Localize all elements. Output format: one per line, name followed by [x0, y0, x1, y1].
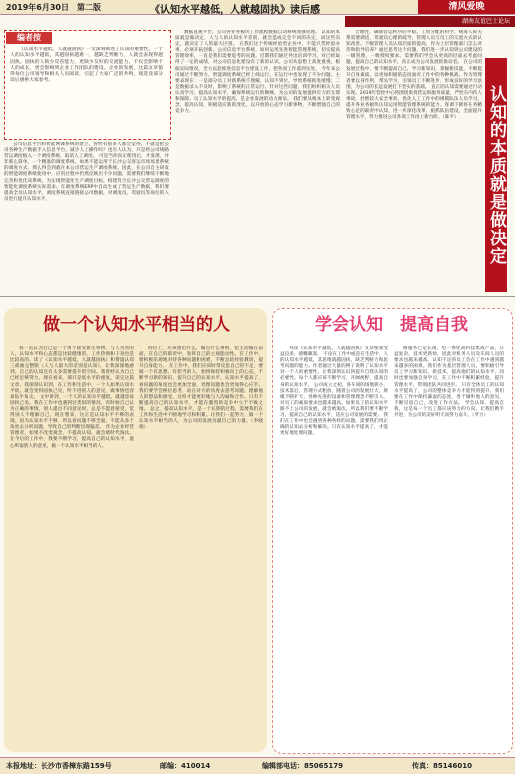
right-article-col1: 拜读《认知水平越低，人就越固执》文章使我受益良多，感慨颇深。 不论在工作中或是在生活中，人的认知水平越低，其思维就越固执，缺乏判断力和思考问题的能力。作者通过大量的例子说明了认知水平对一个人的重要性，让我深刻认识到提升自我认知的必要性。每个人都应该不断学习，开阔视野，提高自身的认知水平。 公司成立之初，各车间的场地狭小，技术落后，管理方式粗放，随着公司的发展壮大，规模不断扩大，各种先进的设备和管理理念不断引入，对员工的素质要求也越来越高。如果员工的认知水平跟不上公司的发展，就会被淘汰。所以我们要不断学习，提高自己的认知水平，适应公司发展的需要。 我们在工作中也会遇到各种各样的问题，需要我们用正确的认知去分析和解决。只有认知水平提高了，才能更好地处理问题。: [280, 346, 388, 437]
editor-note-tag: 编者按: [6, 32, 52, 44]
right-article-heading: 学会认知 提高自我: [315, 315, 468, 335]
brand-logo: 清风爱晚: [418, 0, 515, 14]
masthead: [0, 0, 515, 15]
vertical-headline: 认知的本质就是做决定: [485, 58, 507, 292]
right-article-col2: 修服务已是长项，电一体化高科技集成产品，日益复杂。技术更新快，因此对机务人员及车间人员的要求也越来越高。认知不足的员工会在工作中遇到越来越多的困难。我们作为基层管理人员，要积极引导员工学习新知识、新技术，提高他们的认知水平。同时也要加强自身学习，在工作中不断积累经验，提升管理水平，带领团队共同进步。 只有全体员工的认知水平提高了，公司的整体竞争力才能得到提升。我们要在工作中保持谦虚的态度，善于倾听他人的意见，不断反思自己，改进工作方法。 学会认知，提高自我，这是每一个员工都应该努力的方向。让我们携手共进，为公司的美好明天而努力奋斗。（罗力）: [394, 346, 504, 419]
page-title: 《认知水平越低，人就越固执》读后感: [150, 5, 320, 16]
footer-phone: 编辑部电话：85065179: [262, 762, 343, 770]
left-article-heading: 做一个认知水平相当的人: [43, 315, 230, 335]
footer-postcode: 邮编：410014: [160, 762, 211, 770]
footer-address: 本报地址：长沙市香樟东路159号: [6, 762, 112, 770]
article-column-2: 数据直观平台，公司各业务板块工作流程数据自动系统加强管理。 认知的本质就是做决定，人与人的认知水平差别，就会造成完全不同的决定，而这些决定，就决定了人的最大区别。 在我们这个传统经验型企业中，不能只凭经验办事，必须开拓创新。公司信息平台系统，如何运用先进智能管理系统，切实提高管理效率，一直是我们需要思考的问题。近期我们通过外出培训学习，对已经取得了一定的成绩，对公司信息化建设有了新的认识。公司从思想上高度重视，根据实际情况，全力以赴推进信息平台建设工作，把各项工作落到实处。 今年来公司通过不断努力，智能调度系统已经上线运行，在运行中也发现了不少问题，主要表现在：一是部分员工对新系统不理解，认知不到位，导致系统推进缓慢；二是数据录入不及时，影响了系统的正常运行。针对这些问题，我们组织相关人员认真学习，提高认知水平，确保系统运行的顺畅，为公司的发展提供有力的支撑和保障。员工认知水平的提高，是企业发展的动力源泉。 我们要从根本上转变观念，提高认知，积极适应新的变化，以开放的心态学习新事物，不断增强自己的竞争力。: [175, 30, 340, 115]
issue-date: 2019年6月30日 第二版: [6, 3, 101, 12]
footer-fax: 传真：85146010: [412, 762, 472, 770]
section-divider: [0, 296, 515, 297]
intro-column: 公司信息平台和智能网课系统的建立，曾经有很多人都会觉得，不就是把公司各种生产数据手入信息平台，减少人工操作吗？也有人认为，只是将公司线路营运调度植入一个调度系统，取消人工调度。 可是当你真正使用后，才发现，并非那么简单，一个精准的调度系统，如果不能运用于长沙公交客运市场场景系统的调度方式，那么得会到就在本公司营运生产调度系统。因此，在公司自主研发的智能调度系统使用中，应用过程中仍然反映出不少问题，需要我们继续不断地完善和优化该系统，为实现智能化生产调度目标，构建符合长沙公交营运调度的智能化调度系统实际需求。在调度系统ERP中自动生成了营运生产数据，我们要提高全员认知水平，调度系统直接链接公司数据，对调度员、驾驶员等岗位的人员进行提升认知水平。: [4, 142, 169, 202]
forum-label: 湖南友谊巴士论坛: [345, 16, 515, 27]
article-column-3: 合理性，确保营运秩序的平稳。工资分配的科学、统筹人际关系需要调适，驾驶员心理的疏导，管理人员与员工的交流方式的认知改善。下级管理人员认知层面的提高，作为上层管理部门怎么对待和指导培养？通过思考这个问题，我们进一步认知到公司建设的一级管理，一级授权要求。需要我们学会从更高的层面去考虑问题，提高自己的认知水平，真正成为公司发展的推动者。 在公司的发展过程中，要不断提高自己，学习新知识，掌握新技能，不断提升自身素质，以更加积极的态度面对工作中的各种挑战。作为管理者要以身作则，带头学习，引领员工不断进步，形成良好的学习氛围，为公司的长远发展打下坚实的基础。 直正的认知需要通过行动实现。2019年营控中心将围绕奥真营运和服务质量，严控车内伤人事故，杜绝较大安全事故，优化人工工作中的规模队伍人员学习，提升各业务板块认知运用智能管理系统的能力。客调下降将在务精致心足的职责中认知，进一步深化改革，狠抓队伍建设，全面提升管理水平，努力推进公司各项工作再上新台阶。（陈平）: [346, 30, 482, 121]
footer-bar: [0, 757, 515, 774]
left-article-col2: 同位上，应该想出什么，做点什么事情，把主动做在前面，在自己的职责中，发挥自己的主观能动性。在工作中，要积极乐观地对待各种问题和困难，不断总结经验教训，提升自身能力。 在工作中，我们应该时常反思自己的不足，要做一个有思想、有担当的人，始终保持积极向上的心态，不断学习新的知识，提升自己的认知水平。认知水平提高了，看问题的角度也会更加全面，处理问题也会更加得心应手。 我们要学会换位思考，站在对方的角度去思考问题，理解他人的想法和感受，这样才能更好地与人沟通和合作。只有不断提高自己的认知水平，才能在激烈的竞争中立于不败之地。 总之，提高认知水平，是一个长期的过程，需要我们在工作和生活中不断地学习和积累。让我们一起努力，做一个认知水平相当的人，为公司的发展贡献自己的力量。（李晓娟）: [139, 346, 263, 431]
left-article-col1: 我一直认为自己是一个勇于接受新生事物、与人为善的人，认知水平和心态都是比较健康的，工作热情和干劲也是比较高的。读了《认知水平越低，人就越固执》和帮盛认知三部曲完整版《人与人最大的差别是认知》，让我深深地感到，自己的认知还有太多需要提升的空间。我曾经认为自己已经足够努力，现在看来，那只是低水平的重复。读完这篇文章，我深刻认识到，在工作和生活中，一个人如果认知水平低，就会变得固执己见，听不进别人的意见，做事情也容易钻牛角尖。 文中讲到，一个人的认知水平越低，就越容易固执己见。我在工作中也遇到过类似的情况，有时候自己认为正确的事情，别人提出不同意见时，总是不愿意接受，觉得别人不理解自己。现在想来，这正是认知水平不够的表现。因为认知水平不够，所以看问题不够全面，不能从多个角度去分析问题，导致自己的判断出现偏差。 作为企业经营管理者，如果不改变观念，不提高认知，就会被时代淘汰。在今后的工作中，我要不断学习，提高自己的认知水平，虚心听取别人的意见，做一个认知水平相当的人。: [10, 346, 134, 449]
editor-note-text: 《认知水平越低，人就越固执》一文深刻阐述了认知的重要性。一个人的认知水平越低，其越固执越难一，越缺乏判断力，人就会表现得越固执。固执的人缺少反省能力，更缺少友好的交流能力，不仅会影响个人的成长，更会影响到企业工作团队的建设。企业的发展，这篇文章值得每位公司领导和相关人员阅读，引起了大家广泛的共鸣，现选登部分读后感供大家参考。: [10, 47, 163, 84]
